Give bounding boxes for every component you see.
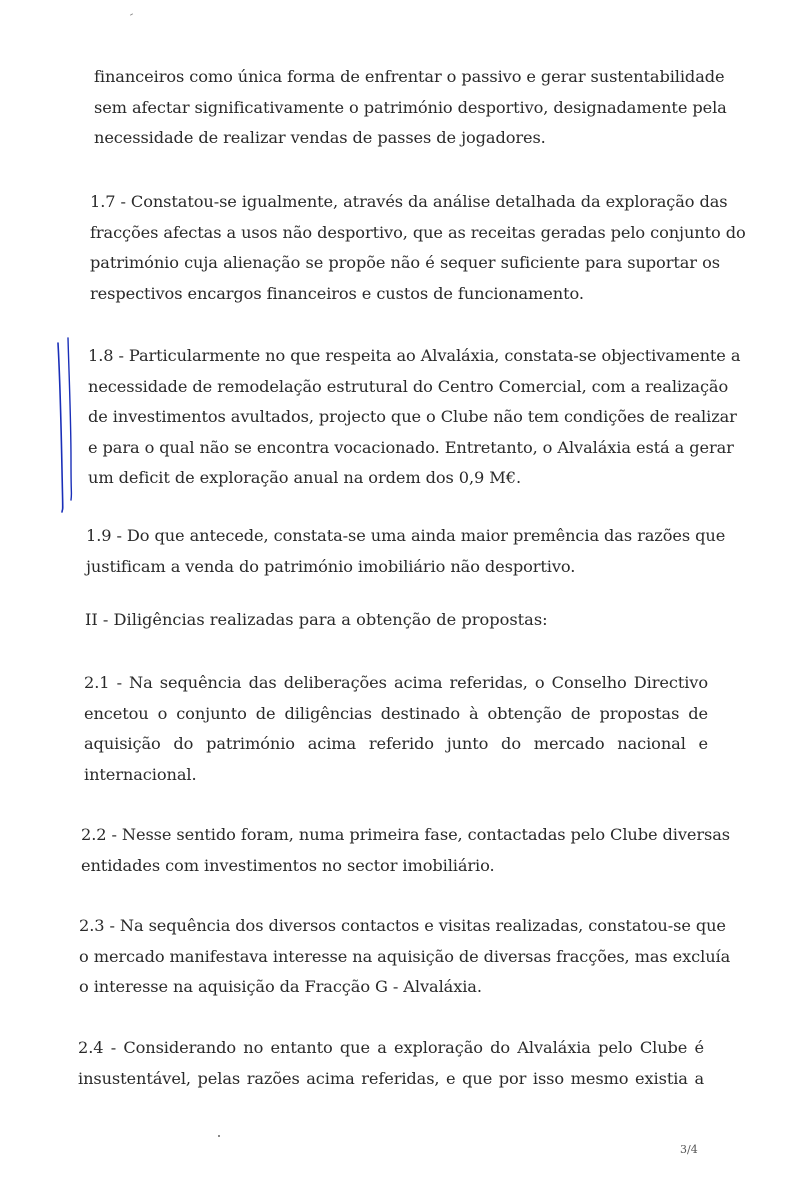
text-line: 2.1 - Na sequência das deliberações acima referidas, o Conselho Directivo [84, 673, 708, 692]
text-line: respectivos encargos financeiros e custos de funcionamento. [90, 283, 584, 303]
text-line: 1.8 - Particularmente no que respeita ao Alvaláxia, constata-se objectivamente a [88, 346, 741, 365]
text-line: 1.7 - Constatou-se igualmente, através da análise detalhada da exploração das [90, 192, 728, 211]
margin-ink-stroke-2 [68, 338, 71, 500]
paragraph-section-2-2 [81, 820, 730, 881]
text-line: 1.9 - Do que antecede, constata-se uma ainda maior premência das razões que [86, 526, 726, 545]
text-line: de investimentos avultados, projecto que o Clube não tem condições de realizar [88, 407, 737, 426]
section-heading [85, 610, 548, 629]
text-line: internacional. [84, 764, 197, 784]
text-line: insustentável, pelas razões acima referidas, e que por isso mesmo existia a [78, 1068, 704, 1088]
text-line: sem afectar significativamente o património desportivo, designadamente pela [94, 97, 727, 117]
text-line: necessidade de remodelação estrutural do Centro Comercial, com a realização [88, 376, 729, 396]
text-line: financeiros como única forma de enfrentar o passivo e gerar sustentabilidade [94, 67, 725, 86]
text-line: 2.4 - Considerando no entanto que a exploração do Alvaláxia pelo Clube é [78, 1038, 704, 1057]
text-line: justificam a venda do património imobiliário não desportivo. [86, 556, 576, 576]
paragraph-section-2-4 [78, 1033, 704, 1094]
paragraph-section-1-9 [86, 521, 726, 582]
page-number: 3/4 [680, 1143, 698, 1156]
text-line: património cuja alienação se propõe não é sequer suficiente para suportar os [90, 253, 720, 272]
paragraph-section-1-7 [90, 187, 746, 309]
paragraph-section-2-1 [84, 668, 708, 790]
text-line: 2.2 - Nesse sentido foram, numa primeira fase, contactadas pelo Clube diversas [81, 825, 730, 844]
text-line: aquisição do património acima referido junto do mercado nacional e [84, 734, 708, 753]
text-line: o mercado manifestava interesse na aquisição de diversas fracções, mas excluía [79, 946, 731, 966]
paragraph-section-1-8 [88, 341, 741, 494]
text-line: encetou o conjunto de diligências destinado à obtenção de propostas de [84, 703, 708, 723]
paragraph-continuation [94, 62, 727, 154]
heading-text: II - Diligências realizadas para a obtenção de propostas: [85, 610, 548, 629]
paragraph-section-2-3 [79, 911, 731, 1003]
scan-artifact [130, 13, 133, 15]
text-line: o interesse na aquisição da Fracção G - Alvaláxia. [79, 977, 482, 996]
text-line: entidades com investimentos no sector imobiliário. [81, 855, 495, 875]
margin-ink-stroke-1 [58, 343, 63, 512]
text-line: fracções afectas a usos não desportivo, que as receitas geradas pelo conjunto do [90, 222, 746, 242]
text-line: necessidade de realizar vendas de passes de jogadores. [94, 128, 546, 147]
text-line: e para o qual não se encontra vocacionado. Entretanto, o Alvaláxia está a gerar [88, 437, 734, 457]
scan-artifact [218, 1135, 220, 1137]
text-line: 2.3 - Na sequência dos diversos contactos e visitas realizadas, constatou-se que [79, 916, 726, 935]
text-line: um deficit de exploração anual na ordem dos 0,9 M€. [88, 468, 521, 487]
